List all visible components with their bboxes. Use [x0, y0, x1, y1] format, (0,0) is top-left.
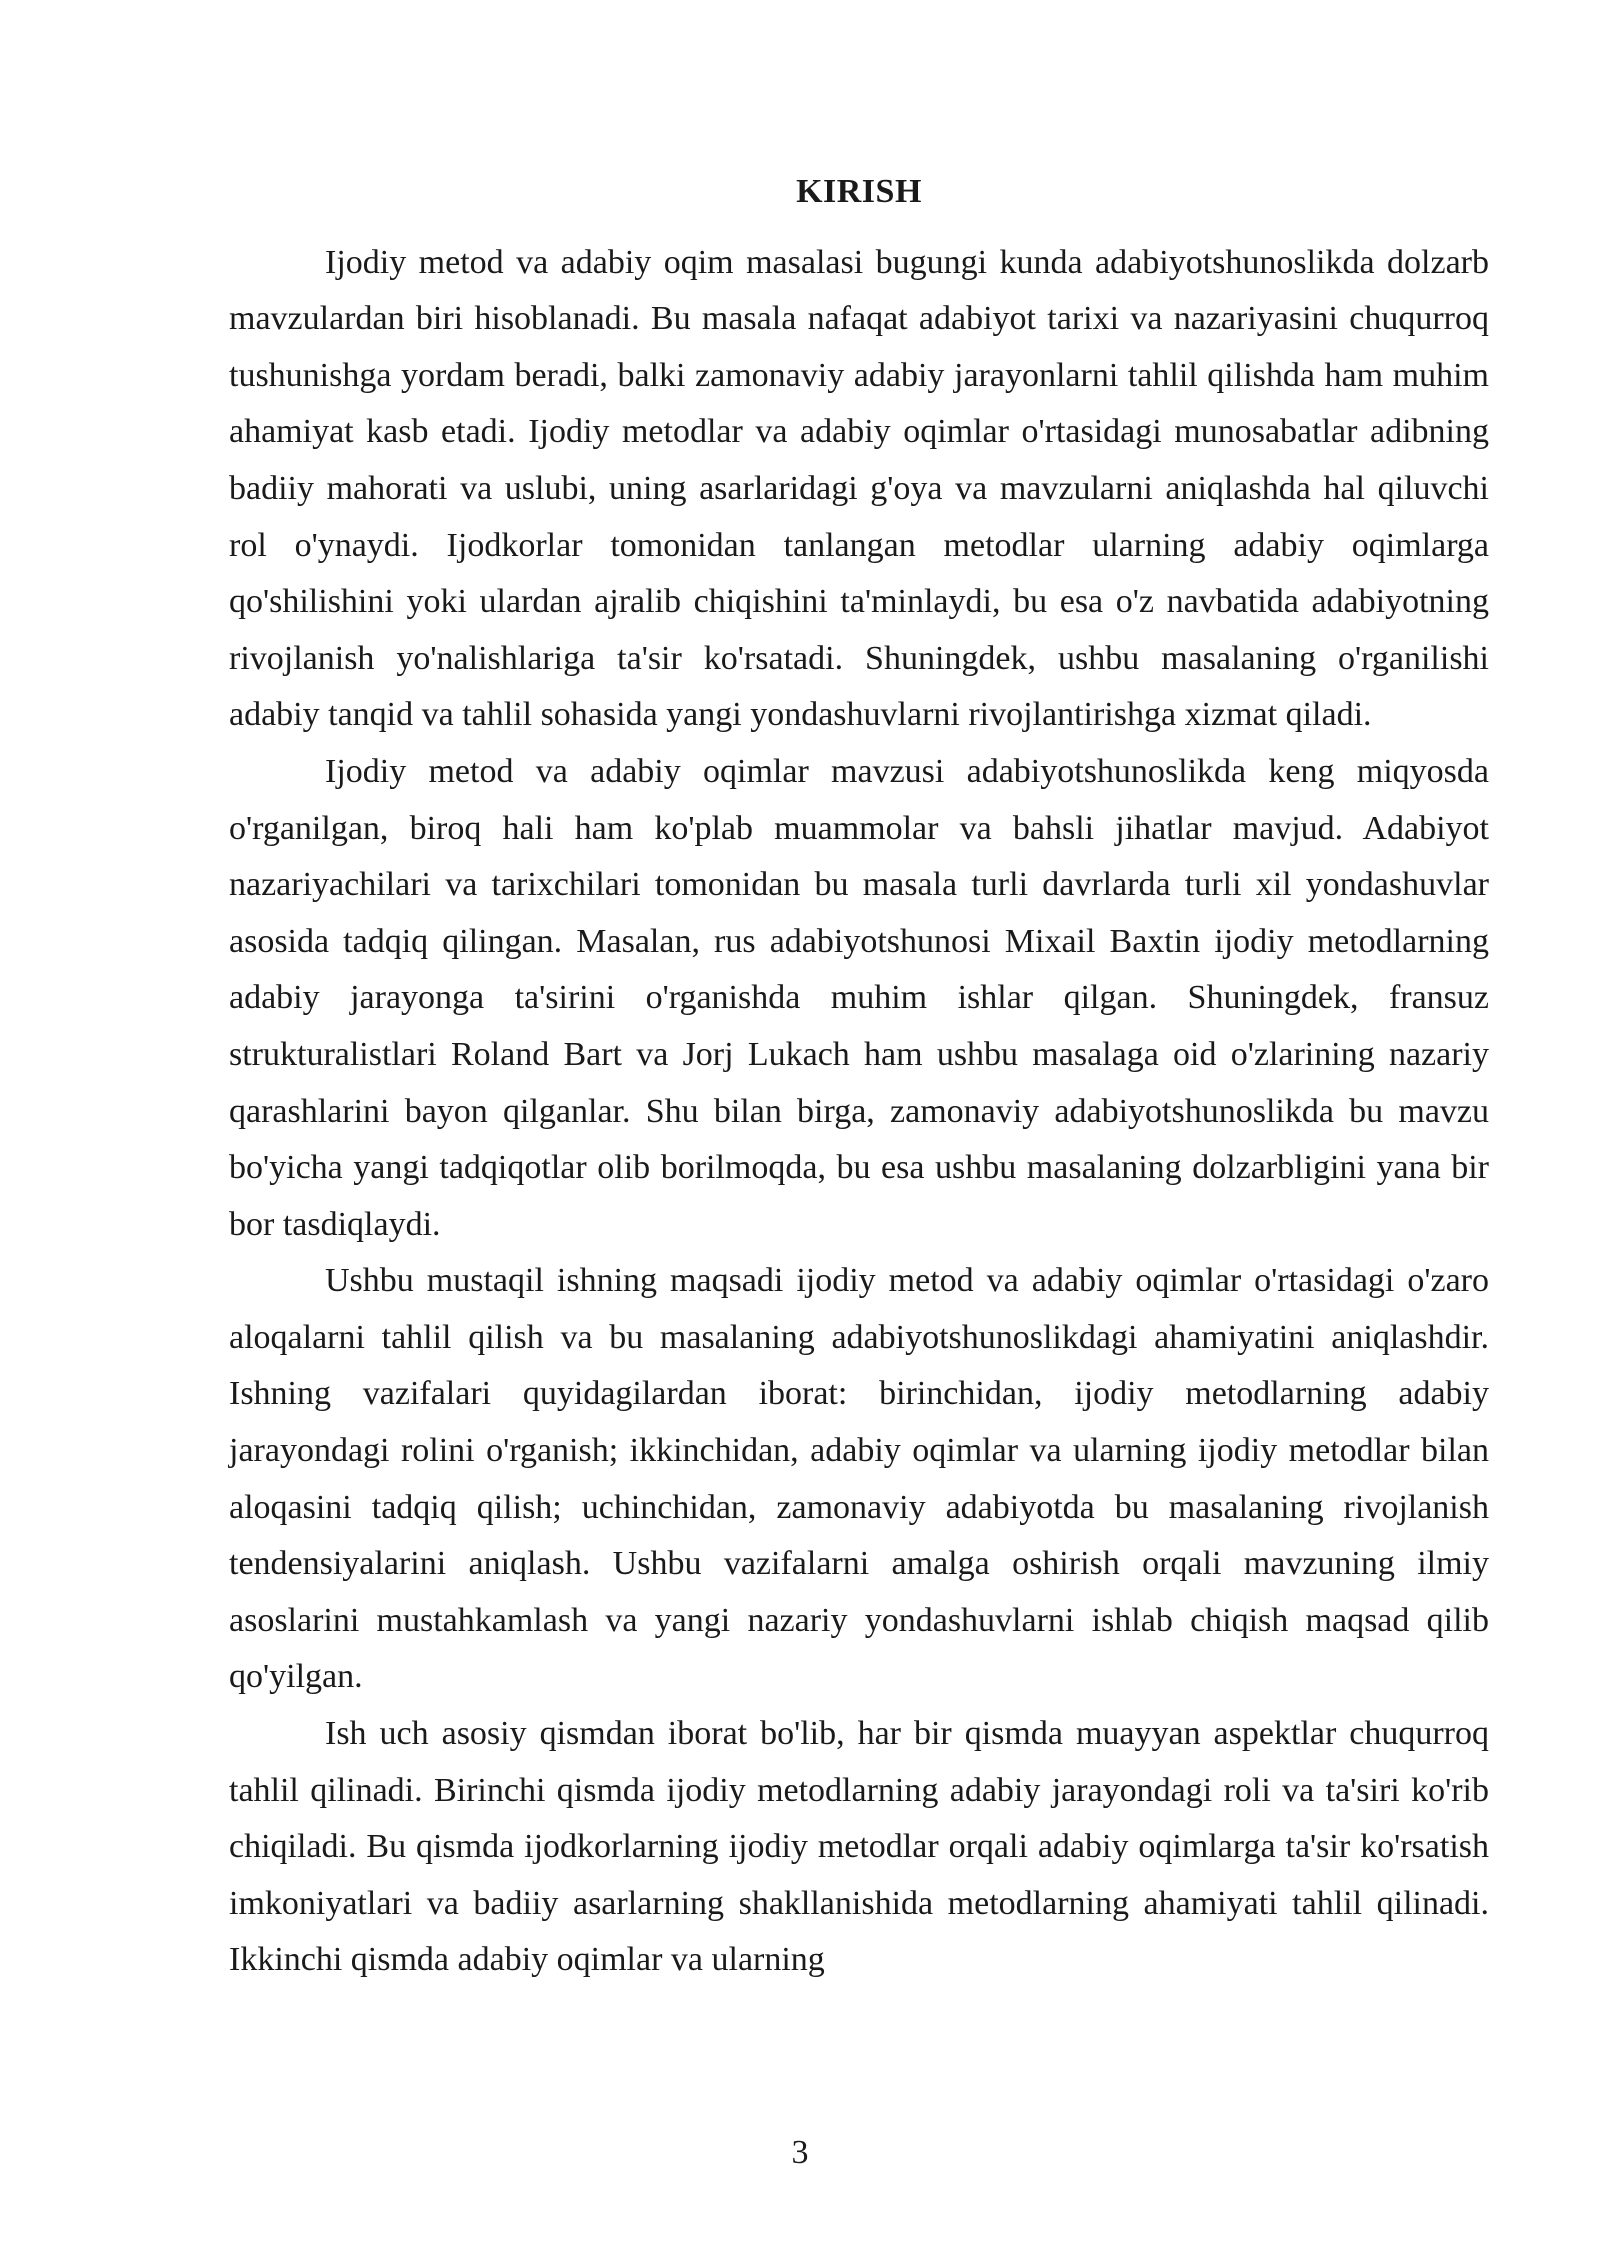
paragraph-2: Ijodiy metod va adabiy oqimlar mavzusi adabiyotshunoslikda keng miqyosda o'rganilgan, biroq hali ham ko'plab muammolar va bahsli jihatlar mavjud. Adabiyot nazariyachilari va tarixchilari tomonidan bu masala turli davrlarda turli xil yondashuvlar asosida tadqiq qilingan. Masalan, rus adabiyotshunosi Mixail Baxtin ijodiy metodlarning adabiy jarayonga ta'sirini o'rganishda muhim ishlar qilgan. Shuningdek, fransuz strukturalistlari Roland Bart va Jorj Lukach ham ushbu masalaga oid o'zlarining nazariy qarashlarini bayon qilganlar. Shu bilan birga, zamonaviy adabiyotshunoslikda bu mavzu bo'yicha yangi tadqiqotlar olib borilmoqda, bu esa ushbu masalaning dolzarbligini yana bir bor tasdiqlaydi. — [229, 752, 1489, 1243]
paragraph-4: Ish uch asosiy qismdan iborat bo'lib, har bir qismda muayyan aspektlar chuqurroq tahlil qilinadi. Birinchi qismda ijodiy metodlarning adabiy jarayondagi roli va ta'siri ko'rib chiqiladi. Bu qismda ijodkorlarning ijodiy metodlar orqali adabiy oqimlarga ta'sir ko'rsatish imkoniyatlari va badiiy asarlarning shakllanishida metodlarning ahamiyati tahlil qilinadi. Ikkinchi qismda adabiy oqimlar va ularning — [229, 1715, 1489, 1979]
paragraph-1: Ijodiy metod va adabiy oqim masalasi bugungi kunda adabiyotshunoslikda dolzarb mavzulardan biri hisoblanadi. Bu masala nafaqat adabiyot tarixi va nazariyasini chuqurroq tushunishga yordam beradi, balki zamonaviy adabiy jarayonlarni tahlil qilishda ham muhim ahamiyat kasb etadi. Ijodiy metodlar va adabiy oqimlar o'rtasidagi munosabatlar adibning badiiy mahorati va uslubi, uning asarlaridagi g'oya va mavzularni aniqlashda hal qiluvchi rol o'ynaydi. Ijodkorlar tomonidan tanlangan metodlar ularning adabiy oqimlarga qo'shilishini yoki ulardan ajralib chiqishini ta'minlaydi, bu esa o'z navbatida adabiyotning rivojlanish yo'nalishlariga ta'sir ko'rsatadi. Shuningdek, ushbu masalaning o'rganilishi adabiy tanqid va tahlil sohasida yangi yondashuvlarni rivojlantirishga xizmat qiladi. — [229, 243, 1489, 734]
page-number: 3 — [791, 2134, 809, 2171]
section-title: KIRISH — [796, 173, 922, 210]
paragraph-3: Ushbu mustaqil ishning maqsadi ijodiy metod va adabiy oqimlar o'rtasidagi o'zaro aloqalarni tahlil qilish va bu masalaning adabiyotshunoslikdagi ahamiyatini aniqlashdir. Ishning vazifalari quyidagilardan iborat: birinchidan, ijodiy metodlarning adabiy jarayondagi rolini o'rganish; ikkinchidan, adabiy oqimlar va ularning ijodiy metodlar bilan aloqasini tadqiq qilish; uchinchidan, zamonaviy adabiyotda bu masalaning rivojlanish tendensiyalarini aniqlash. Ushbu vazifalarni amalga oshirish orqali mavzuning ilmiy asoslarini mustahkamlash va yangi nazariy yondashuvlarni ishlab chiqish maqsad qilib qo'yilgan. — [229, 1262, 1489, 1696]
page-content — [229, 150, 1489, 1989]
